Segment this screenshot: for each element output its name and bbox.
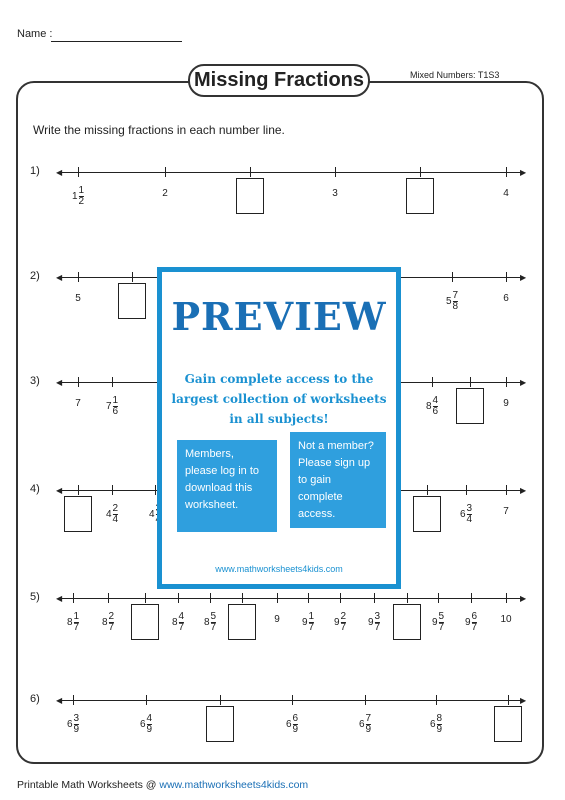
arrow-right-icon: ▶ [520,378,527,387]
whole-number: 6 [503,293,509,304]
whole-number: 6 [429,719,436,730]
number-line [62,700,524,701]
fraction [433,396,439,417]
denominator: 7 [178,622,185,633]
denominator: 9 [73,724,80,735]
whole-number: 10 [500,614,512,625]
numerator: 3 [466,503,473,514]
whole-number: 7 [105,401,112,412]
denominator: 9 [365,724,372,735]
denominator: 7 [210,622,217,633]
tick-label [503,293,509,304]
problem-number: 2) [30,270,40,282]
tick-mark [292,695,293,705]
arrow-left-icon: ◀ [56,378,63,387]
arrow-left-icon: ◀ [56,594,63,603]
tick-mark [132,272,133,282]
denominator: 4 [466,514,473,525]
whole-number: 8 [171,617,178,628]
fraction [437,714,443,735]
denominator: 7 [471,622,478,633]
answer-box[interactable] [236,178,264,214]
fraction [113,396,119,417]
denominator: 7 [340,622,347,633]
answer-box[interactable] [206,706,234,742]
whole-number: 4 [148,509,155,520]
tick-label [460,504,472,525]
tick-label [500,614,511,625]
numerator: 1 [308,611,315,622]
fraction [74,612,80,633]
footer-link[interactable]: www.mathworksheets4kids.com [159,779,309,791]
tick-mark [145,593,146,603]
tick-mark [112,485,113,495]
tick-label [106,396,118,417]
numerator: 5 [438,611,445,622]
fraction [472,612,478,633]
tick-label [302,612,314,633]
answer-box[interactable] [131,604,159,640]
denominator: 7 [308,622,315,633]
tick-label [67,714,79,735]
answer-box[interactable] [494,706,522,742]
numerator: 4 [432,395,439,406]
numerator: 1 [78,185,85,196]
whole-number: 6 [66,719,73,730]
tick-mark [78,485,79,495]
numerator: 3 [374,611,381,622]
tick-mark [78,272,79,282]
tick-mark [155,485,156,495]
whole-number: 9 [367,617,374,628]
tick-mark [250,167,251,177]
denominator: 8 [452,301,459,312]
tick-mark [178,593,179,603]
tick-mark [165,167,166,177]
tick-mark [374,593,375,603]
denominator: 7 [108,622,115,633]
numerator: 4 [178,611,185,622]
tick-mark [78,167,79,177]
tick-label [426,396,438,417]
tick-mark [308,593,309,603]
fraction [293,714,299,735]
number-line [62,172,524,173]
numerator: 5 [210,611,217,622]
tick-label [162,188,168,199]
fraction [453,291,459,312]
name-field[interactable] [51,41,182,42]
arrow-right-icon: ▶ [520,696,527,705]
problem-number: 3) [30,375,40,387]
whole-number: 9 [464,617,471,628]
whole-number: 8 [203,617,210,628]
tick-mark [73,593,74,603]
tick-mark [471,593,472,603]
tick-label [274,614,280,625]
whole-number: 9 [503,398,509,409]
whole-number: 9 [274,614,280,625]
whole-number: 4 [503,188,509,199]
tick-mark [108,593,109,603]
whole-number: 7 [503,506,509,517]
numerator: 1 [73,611,80,622]
arrow-right-icon: ▶ [520,594,527,603]
arrow-left-icon: ◀ [56,486,63,495]
tick-mark [452,272,453,282]
tick-mark [508,695,509,705]
numerator: 2 [108,611,115,622]
numerator: 8 [436,713,443,724]
fraction [439,612,445,633]
denominator: 4 [112,514,119,525]
tick-mark [506,485,507,495]
tick-label [106,504,118,525]
whole-number: 8 [101,617,108,628]
fraction [375,612,381,633]
arrow-left-icon: ◀ [56,273,63,282]
tick-label [503,188,509,199]
whole-number: 8 [66,617,73,628]
tick-mark [242,593,243,603]
whole-number: 3 [332,188,338,199]
arrow-left-icon: ◀ [56,696,63,705]
whole-number: 5 [445,296,452,307]
numerator: 3 [73,713,80,724]
tick-mark [220,695,221,705]
tick-mark [277,593,278,603]
tick-mark [340,593,341,603]
numerator: 7 [365,713,372,724]
tick-label [359,714,371,735]
tick-mark [335,167,336,177]
problem-number: 5) [30,591,40,603]
numerator: 6 [292,713,299,724]
tick-mark [427,485,428,495]
tick-label [334,612,346,633]
tick-label [446,291,458,312]
worksheet-title: Missing Fractions [188,64,370,97]
numerator: 6 [471,611,478,622]
tick-label [368,612,380,633]
tick-label [286,714,298,735]
tick-label [140,714,152,735]
footer [17,779,308,791]
numerator: 1 [112,395,119,406]
tick-mark [432,377,433,387]
whole-number: 1 [71,191,78,202]
numerator: 2 [340,611,347,622]
tick-mark [210,593,211,603]
denominator: 9 [292,724,299,735]
problem-number: 1) [30,165,40,177]
preview-overlay [157,267,401,589]
tick-mark [470,377,471,387]
fraction [74,714,80,735]
numerator: 4 [146,713,153,724]
numerator: 2 [112,503,119,514]
answer-box[interactable] [393,604,421,640]
denominator: 7 [438,622,445,633]
whole-number: 6 [139,719,146,730]
tick-mark [112,377,113,387]
tick-label [432,612,444,633]
answer-box[interactable] [228,604,256,640]
fraction [179,612,185,633]
denominator: 7 [374,622,381,633]
fraction [147,714,153,735]
denominator: 9 [436,724,443,735]
tick-label [465,612,477,633]
denominator: 6 [432,406,439,417]
tick-label [75,398,81,409]
fraction [109,612,115,633]
problem-number: 6) [30,693,40,705]
whole-number: 9 [431,617,438,628]
tick-label [503,398,509,409]
whole-number: 4 [105,509,112,520]
fraction [113,504,119,525]
whole-number: 9 [301,617,308,628]
fraction [467,504,473,525]
tick-mark [466,485,467,495]
tick-label [75,293,81,304]
signup-button[interactable]: Not a member? Please sign up to gain complete access. [290,432,386,528]
answer-box[interactable] [456,388,484,424]
whole-number: 9 [333,617,340,628]
tick-label [72,186,84,207]
arrow-right-icon: ▶ [520,168,527,177]
answer-box[interactable] [64,496,92,532]
whole-number: 6 [358,719,365,730]
whole-number: 5 [75,293,81,304]
instructions: Write the missing fractions in each number line. [33,123,285,137]
tick-mark [73,695,74,705]
tick-mark [365,695,366,705]
preview-subtitle: Gain complete access to the largest collection of worksheets in all subjects! [171,372,387,426]
tick-mark [506,593,507,603]
tick-label [172,612,184,633]
arrow-right-icon: ▶ [520,486,527,495]
fraction [309,612,315,633]
numerator: 7 [452,290,459,301]
fraction [341,612,347,633]
arrow-left-icon: ◀ [56,168,63,177]
preview-url[interactable]: www.mathworksheets4kids.com [215,564,343,574]
tick-mark [407,593,408,603]
worksheet-code: Mixed Numbers: T1S3 [410,70,500,80]
whole-number: 8 [425,401,432,412]
footer-prefix: Printable Math Worksheets @ [17,779,160,791]
number-line [62,598,524,599]
tick-mark [506,377,507,387]
tick-mark [146,695,147,705]
whole-number: 6 [285,719,292,730]
tick-label [503,506,509,517]
tick-mark [78,377,79,387]
denominator: 2 [78,196,85,207]
preview-title: PREVIEW [171,294,387,339]
tick-mark [506,272,507,282]
answer-box[interactable] [413,496,441,532]
tick-mark [436,695,437,705]
fraction [79,186,85,207]
tick-label [204,612,216,633]
denominator: 6 [112,406,119,417]
whole-number: 6 [459,509,466,520]
tick-label [332,188,338,199]
tick-mark [438,593,439,603]
whole-number: 2 [162,188,168,199]
denominator: 9 [146,724,153,735]
tick-mark [420,167,421,177]
arrow-right-icon: ▶ [520,273,527,282]
fraction [366,714,372,735]
answer-box[interactable] [406,178,434,214]
tick-label [430,714,442,735]
tick-mark [506,167,507,177]
tick-label [102,612,114,633]
answer-box[interactable] [118,283,146,319]
fraction [211,612,217,633]
whole-number: 7 [75,398,81,409]
problem-number: 4) [30,483,40,495]
denominator: 7 [73,622,80,633]
members-login-button[interactable]: Members, please log in to download this worksheet. [177,440,277,532]
tick-label [67,612,79,633]
name-label: Name : [17,28,53,40]
